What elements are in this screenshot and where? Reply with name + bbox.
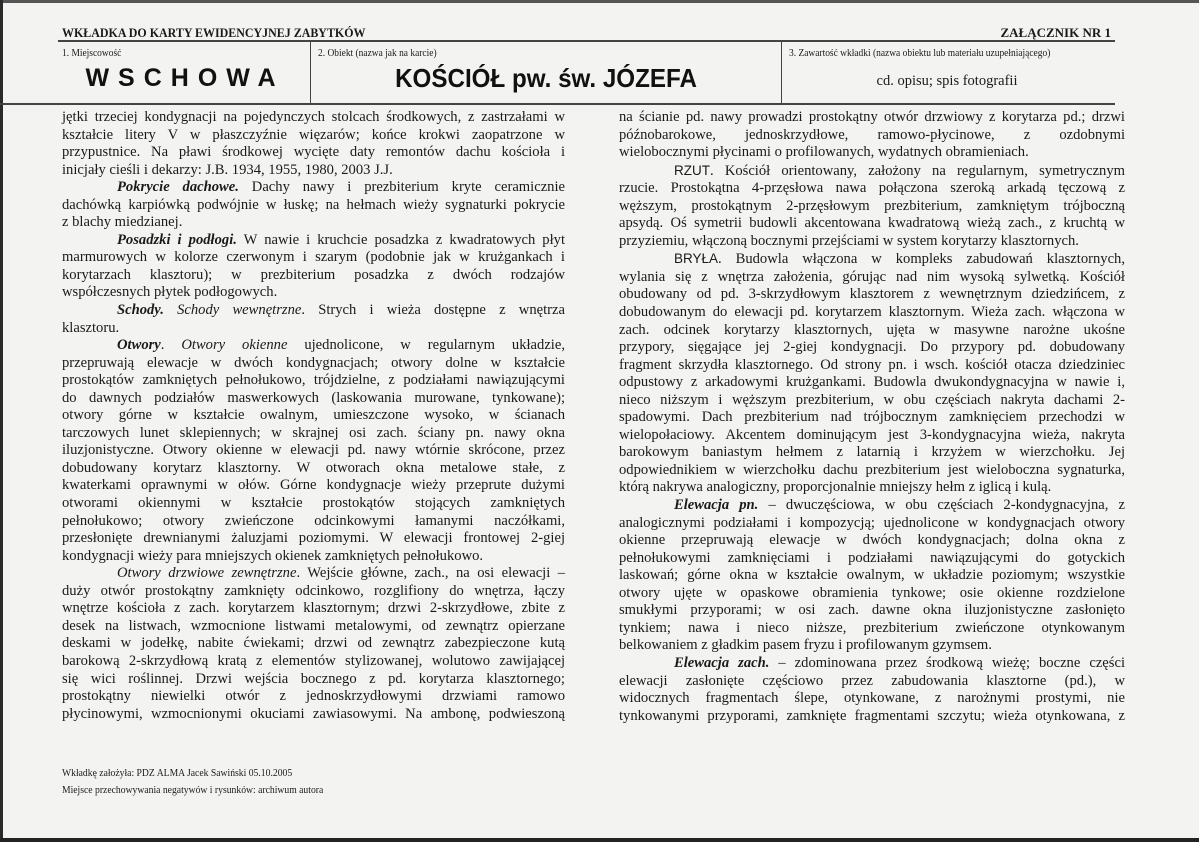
line-text: prostokątów zamkniętych pełnołukowo, trójdzielne, z podziałami nawiązującymi xyxy=(62,372,565,389)
scan-edge-left xyxy=(0,0,3,842)
text-line xyxy=(62,688,565,706)
line-text: wielopołaciowy. Akcentem dominującym jest 3-kondygnacyjna wieża, nakryta xyxy=(619,426,1125,443)
text-line xyxy=(62,513,565,531)
line-text: analogicznymi podziałami i kompozycją; ujednolicone w kondygnacjach otwory xyxy=(619,514,1125,531)
scan-edge-top xyxy=(0,0,1199,3)
line-text: – zdominowana przez środkową wieżę; boczne części xyxy=(769,654,1125,671)
text-line xyxy=(619,109,1125,127)
text-line xyxy=(62,302,565,320)
text-line xyxy=(619,427,1125,445)
paragraph xyxy=(619,162,1125,251)
paragraph-heading: . xyxy=(160,337,182,354)
text-line xyxy=(619,637,1125,655)
text-line xyxy=(62,583,565,601)
town-value: WSCHOWA xyxy=(85,64,285,92)
text-line xyxy=(619,690,1125,708)
text-line xyxy=(62,530,565,548)
line-text: wnętrze kościoła z zach. korytarzem klasztornym; drzwi 2-skrzydłowe, zbite z xyxy=(62,600,565,617)
text-line xyxy=(62,635,565,653)
text-line xyxy=(619,392,1125,410)
line-text: – dwuczęściowa, w obu częściach 2-kondygnacyjna, z xyxy=(758,497,1125,514)
line-text: korytarzach klasztoru); w prezbiterium posadzka z dwóch rodzajów xyxy=(62,266,565,283)
paragraph-heading: Elewacja pn. xyxy=(674,497,759,514)
line-text: fragment skrzydła klasztornego. Od strony pn. i wsch. kościół otacza dziedziniec xyxy=(619,356,1125,373)
paragraph-heading: Posadzki i podłogi. xyxy=(117,231,237,248)
line-text: tynkowanymi przyporami, zamknięte fragmentami szczytu; wieża otynkowana, z xyxy=(619,707,1125,724)
paragraph-heading: Pokrycie dachowe. xyxy=(117,179,239,196)
text-line xyxy=(62,460,565,478)
line-text: . Wejście główne, zach., na osi elewacji – xyxy=(296,565,565,582)
text-line xyxy=(62,671,565,689)
text-line xyxy=(619,144,1125,162)
text-column-left xyxy=(62,109,565,723)
text-line xyxy=(62,337,565,355)
text-line xyxy=(619,550,1125,568)
line-text: rzucie. Prostokątna 4-przęsłowa nawa połączona szeroką arkadą tęczową z xyxy=(619,180,1125,197)
line-text: inicjały cieśli i dekarzy: J.B. 1934, 1955, 1980, 2003 J.J. xyxy=(62,161,393,178)
line-text: barokowym baniastym hełmem z latarnią i krzyżem w wierzchołku. Jej xyxy=(619,444,1125,461)
paragraph xyxy=(62,565,565,723)
line-text: wylania się z wnętrza założenia, górując nad nim wysoką sylwetką. Kościół xyxy=(619,268,1125,285)
text-line xyxy=(619,479,1125,497)
text-line xyxy=(619,655,1125,673)
line-text: desek na listwach, wzmocnione listwami metalowymi, od zewnątrz opierzane xyxy=(62,617,565,634)
line-text: węższym, prostokątnym 2-przęsłowym prezbiterium, zamkniętym trójboczną xyxy=(619,197,1125,214)
line-text: się wici roślinnej. Drzwi wejścia bocznego z pd. korytarza klasztornego; xyxy=(62,670,565,687)
line-text: do dawnych podziałów maswerkowych (laskowania murowane, tynkowane); xyxy=(62,389,565,406)
line-text: dobudowanym do elewacji pd. korytarzem klasztornym. Wieża zach. włączona w xyxy=(619,304,1125,321)
text-line xyxy=(619,286,1125,304)
line-text: elewacji zasłonięte częściowo przez zabudowania klasztorne (pd.), w xyxy=(619,672,1125,689)
text-line xyxy=(619,567,1125,585)
line-text: przypustnice. Na pławi środkowej wycięte daty remontów dachu kościoła i xyxy=(62,144,565,161)
text-column-right xyxy=(619,109,1125,725)
footer-author: Wkładkę założyła: PDZ ALMA Jacek Sawiński 05.10.2005 xyxy=(62,768,293,779)
text-line xyxy=(62,548,565,566)
paragraph xyxy=(619,655,1125,725)
line-text: na ścianie pd. nawy prowadzi prostokątny otwór drzwiowy z korytarza pd.; drzwi xyxy=(619,109,1125,125)
paragraph xyxy=(62,179,565,232)
line-text: przyziemiu, włączoną bocznymi przejściami w system korytarzy klasztornych. xyxy=(619,232,1079,249)
line-text: tarczowych lunet sklepiennych; w skrajnej osi zach. ściany pn. nawy okna xyxy=(62,424,565,441)
paragraph-heading: Schody wewnętrzne xyxy=(163,302,302,319)
text-line xyxy=(619,602,1125,620)
form-title: WKŁADKA DO KARTY EWIDENCYJNEJ ZABYTKÓW xyxy=(62,25,366,40)
line-text: wielobocznymi płycinami o profilowanych, wydatnych obramieniach. xyxy=(619,144,1029,161)
line-text: W nawie i kruchcie posadzka z kwadratowych płyt xyxy=(236,231,566,248)
text-line xyxy=(619,162,1125,181)
text-line xyxy=(62,284,565,302)
paragraph xyxy=(619,497,1125,655)
text-line xyxy=(619,322,1125,340)
line-text: okienne przepruwają elewacje w dwóch kondygnacjach; dolna okna z xyxy=(619,532,1125,549)
line-text: deskami w jodełkę, nabite ćwiekami; drzwi od zewnątrz zabezpieczone kutą xyxy=(62,635,565,652)
line-text: ujednolicone, w regularnym układzie, xyxy=(287,337,565,354)
line-text: barokową 2-skrzydłową kratą z elementów stylizowanej, wolutowo zawijającej xyxy=(62,652,565,669)
text-line xyxy=(619,673,1125,691)
footer-storage: Miejsce przechowywania negatywów i rysunków: archiwum autora xyxy=(62,785,324,796)
text-line xyxy=(62,267,565,285)
text-line xyxy=(62,600,565,618)
text-line xyxy=(619,708,1125,726)
line-text: otworami okiennymi w kształcie prostokątów stojących zamkniętych xyxy=(62,495,565,512)
paragraph xyxy=(619,109,1125,162)
line-text: apsydą. Oś symetrii budowli akcentowana kwadratową wieżą zach., z kruchtą w xyxy=(619,215,1125,232)
line-text: odpustowy z arkadowymi krużgankami. Budowla dwukondygnacyjna w nawie i, xyxy=(619,374,1125,391)
town-label: 1. Miejscowość xyxy=(62,48,122,59)
text-line xyxy=(619,444,1125,462)
line-text: przepruwają elewacje w dwóch kondygnacjach; otwory dolne w kształcie xyxy=(62,354,565,371)
line-text: smukłymi przyporami; w osi zach. dawne okna iluzjonistyczne zasłonięto xyxy=(619,602,1125,619)
text-line xyxy=(619,462,1125,480)
paragraph-heading: Elewacja zach. xyxy=(674,654,770,671)
line-text: kondygnacji wieży para mniejszych okienek zamkniętych pełnołukowo. xyxy=(62,547,484,564)
paragraph xyxy=(62,337,565,565)
text-line xyxy=(62,249,565,267)
text-line xyxy=(619,515,1125,533)
text-line xyxy=(62,355,565,373)
text-line xyxy=(619,532,1125,550)
line-text: Dachy nawy i prezbiterium kryte ceramicznie xyxy=(238,179,565,196)
line-text: zach. odcinek korytarzy klasztornych, ujęta w masywne narożne ukośne xyxy=(619,321,1125,338)
line-text: laskowań; górne okna w kształcie owalnym, w układzie poziomym; wszystkie xyxy=(619,567,1125,584)
line-text: którą nakrywa analogiczny, proporcjonalnie mniejszy hełm z iglicą i kulą. xyxy=(619,479,1052,496)
text-line xyxy=(62,495,565,513)
line-text: prostokątny niewielki otwór z jednoskrzydłowymi drzwiami ramowo xyxy=(62,688,565,705)
text-line xyxy=(619,215,1125,233)
text-line xyxy=(619,233,1125,251)
line-text: . Budowla włączona w kompleks zabudowań klasztornych, xyxy=(718,251,1125,268)
line-text: pełnołukowymi zamknięciami i podziałami nawiązującymi do gotyckich xyxy=(619,549,1125,566)
object-label: 2. Obiekt (nazwa jak na karcie) xyxy=(318,48,437,59)
text-line xyxy=(62,197,565,215)
line-text: współczesnych płytek podłogowych. xyxy=(62,284,278,301)
text-line xyxy=(619,339,1125,357)
text-line xyxy=(62,618,565,636)
text-line xyxy=(62,127,565,145)
line-text: późnobarokowe, jednoskrzydłowe, ramowo-płycinowe, z ozdobnymi xyxy=(619,126,1125,143)
annex-number: ZAŁĄCZNIK NR 1 xyxy=(1000,25,1111,40)
line-text: płycinowymi, wzmocnionymi okuciami zawiasowymi. Na ambonę, podwieszoną xyxy=(62,705,565,722)
paragraph-heading: Otwory drzwiowe zewnętrzne xyxy=(117,565,297,582)
line-text: iluzjonistyczne. Otwory okienne w elewacji pd. nawy wtórnie skrócone, przez xyxy=(62,442,565,459)
header-box-bottom-rule xyxy=(0,103,1115,105)
contents-label: 3. Zawartość wkładki (nazwa obiektu lub materiału uzupełniającego) xyxy=(789,48,1051,59)
line-text: przypory, sięgające jej 2-giej kondygnacji. Do przypory pd. dobudowany xyxy=(619,339,1125,356)
text-line xyxy=(62,162,565,180)
text-line xyxy=(62,442,565,460)
text-line xyxy=(62,179,565,197)
text-line xyxy=(619,269,1125,287)
line-text: kwaterkami oprawnymi w ołów. Górne kondygnacje wieży przeprute dużymi xyxy=(62,477,565,494)
text-line xyxy=(619,357,1125,375)
text-line xyxy=(62,144,565,162)
line-text: odpowiednikiem w wierzchołku dachu prezbiterium jest wieloboczna sygnaturka, xyxy=(619,461,1125,478)
line-text: spadowymi. Dach prezbiterium nad trójbocznym zamknięciem przechodzi w xyxy=(619,409,1125,426)
line-text: pełnołukowo; otwory zwieńczone odcinkowymi łamanymi naczółkami, xyxy=(62,512,565,529)
text-line xyxy=(62,232,565,250)
line-text: otwory górne w kształcie owalnym, umieszczone wysoko, w ścianach xyxy=(62,407,565,424)
paragraph xyxy=(62,232,565,302)
field-divider xyxy=(310,41,311,104)
text-line xyxy=(62,653,565,671)
paragraph-heading: Schody. xyxy=(117,302,164,319)
text-line xyxy=(619,127,1125,145)
line-text: klasztoru. xyxy=(62,319,120,336)
text-line xyxy=(619,497,1125,515)
text-line xyxy=(62,407,565,425)
line-text: belkowaniem z gładkim pasem fryzu i profilowanym gzymsem. xyxy=(619,637,992,654)
line-text: dobudowany korytarz klasztorny. W otworach okna metalowe stałe, z xyxy=(62,459,565,476)
line-text: kształcie litery V w płaszczyźnie więzarów; końce krokwi zaopatrzone w xyxy=(62,126,565,143)
paragraph-heading: Otwory okienne xyxy=(181,337,288,354)
paragraph-heading: Otwory xyxy=(117,337,161,354)
object-value: KOŚCIÓŁ pw. św. JÓZEFA xyxy=(395,63,697,93)
paragraph xyxy=(62,109,565,179)
text-line xyxy=(62,565,565,583)
line-text: marmurowych w kolorze czerwonym i szarym (podobnie jak w krużgankach i xyxy=(62,249,565,266)
line-text: tynkiem; nawa i nieco niższe, prezbiterium zwieńczone otynkowanym xyxy=(619,619,1125,636)
text-line xyxy=(619,198,1125,216)
text-line xyxy=(619,585,1125,603)
line-text: otwory ujęte w opaskowe obramienia tynkowe; osie okienne rozdzielone xyxy=(619,584,1125,601)
paragraph-heading: BRYŁA xyxy=(674,251,719,267)
paragraph-heading: RZUT xyxy=(674,162,710,178)
paragraph xyxy=(62,302,565,337)
text-line xyxy=(619,374,1125,392)
text-line xyxy=(619,409,1125,427)
paragraph xyxy=(619,250,1125,497)
text-line xyxy=(62,425,565,443)
text-line xyxy=(619,620,1125,638)
text-line xyxy=(62,109,565,127)
contents-value: cd. opisu; spis fotografii xyxy=(876,73,1018,89)
header-rule xyxy=(58,40,1115,42)
line-text: . Kościół orientowany, założony na regularnym, symetrycznym xyxy=(710,162,1125,179)
line-text: . Strych i wieża dostępne z wnętrza xyxy=(301,302,565,319)
text-line xyxy=(619,304,1125,322)
line-text: przesłonięte drewnianymi żaluzjami poziomymi. W elewacji frontowej 2-giej xyxy=(62,530,565,547)
text-line xyxy=(62,214,565,232)
text-line xyxy=(62,706,565,724)
text-line xyxy=(62,390,565,408)
text-line xyxy=(62,477,565,495)
text-line xyxy=(619,250,1125,269)
line-text: nieco niższym i węższym prezbiterium, w obu częściach nakryta dachami 2- xyxy=(619,391,1125,408)
text-line xyxy=(62,320,565,338)
line-text: jętki trzeciej kondygnacji na pojedynczych stolcach środkowych, z zastrzałami w xyxy=(62,109,565,125)
scan-edge-bottom xyxy=(0,838,1199,842)
text-line xyxy=(619,180,1125,198)
text-line xyxy=(62,372,565,390)
line-text: obudowany od pd. 3-skrzydłowym klasztorem z wewnętrznym dziedzińcem, z xyxy=(619,286,1125,303)
line-text: dachówką karpiówką podwójnie w łuskę; na hełmach wieży sygnaturki pokrycie xyxy=(62,196,565,213)
line-text: z blachy miedzianej. xyxy=(62,214,183,231)
line-text: widocznych fragmentach ślepe, otynkowane, z narożnymi prostymi, nie xyxy=(619,690,1125,707)
line-text: duży otwór prostokątny zamknięty odcinkowo, rozglifiony do wnętrza, łączy xyxy=(62,582,565,599)
